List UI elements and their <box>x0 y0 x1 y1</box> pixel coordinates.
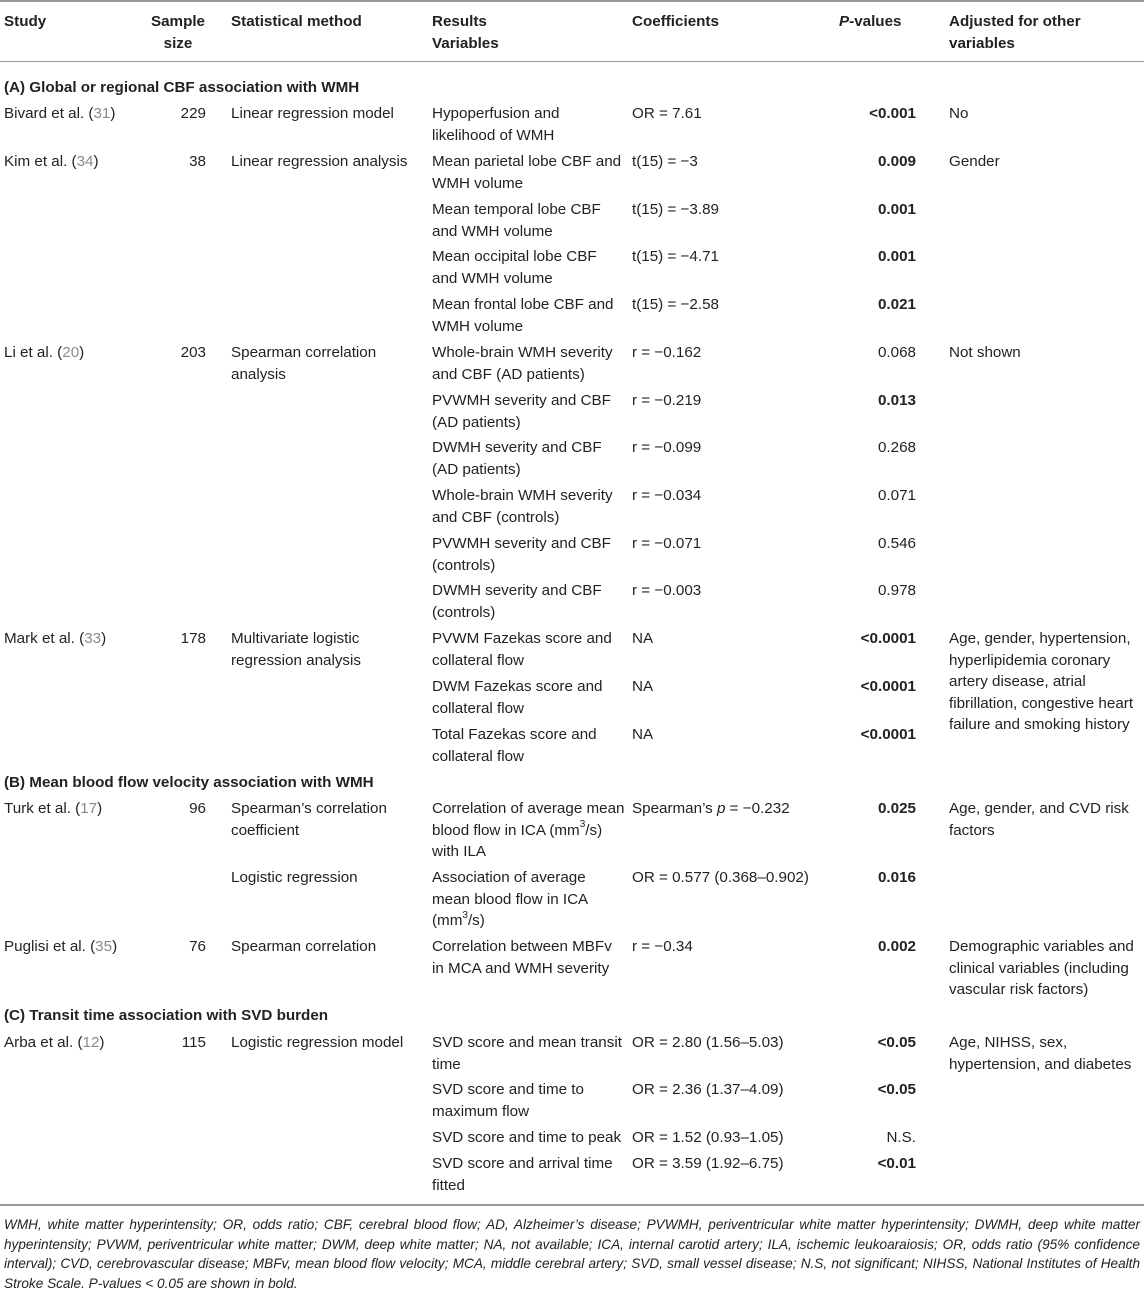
p-value: 0.021 <box>877 296 916 313</box>
sample-size: 178 <box>180 630 206 647</box>
header-study: Study <box>4 13 47 30</box>
header-sample-size: Sample size <box>150 13 206 52</box>
header-statistical-method: Statistical method <box>231 13 362 30</box>
statistical-method: Multivariate logistic regression analysis <box>231 630 361 669</box>
p-value: 0.978 <box>877 582 916 599</box>
result-variables: SVD score and time to peak <box>432 1129 622 1146</box>
study-citation: Kim et al. (34) <box>4 153 99 170</box>
result-variables: PVWM Fazekas score and collateral flow <box>432 630 612 669</box>
result-variables: Total Fazekas score and collateral flow <box>432 726 597 765</box>
sample-size: 203 <box>180 344 206 361</box>
result-variables: Hypoperfusion and likelihood of WMH <box>432 105 560 144</box>
statistical-method: Spearman’s correlation coefficient <box>231 800 387 839</box>
adjusted-variables: Age, gender, hypertension, hyperlipidemia coronary artery disease, atrial fibrillation, congestive heart failure and smoking history <box>949 630 1134 733</box>
result-variables: DWMH severity and CBF (AD patients) <box>432 439 602 478</box>
coefficient: r = −0.219 <box>632 392 702 409</box>
result-variables: SVD score and time to maximum flow <box>432 1081 584 1120</box>
statistical-method: Linear regression analysis <box>231 153 408 170</box>
adjusted-variables: Not shown <box>949 344 1021 361</box>
p-value: <0.0001 <box>860 630 916 647</box>
study-citation: Arba et al. (12) <box>4 1034 105 1051</box>
header-p-values: P-values <box>839 13 902 30</box>
result-variables: PVWMH severity and CBF (AD patients) <box>432 392 611 431</box>
p-value: 0.068 <box>877 344 916 361</box>
result-variables: Association of average mean blood flow in ICA $(mm^3/s)$ <box>432 869 589 929</box>
adjusted-variables: Demographic variables and clinical variables (including vascular risk factors) <box>949 938 1134 998</box>
adjusted-variables: Age, gender, and CVD risk factors <box>949 800 1129 839</box>
study-citation: Mark et al. (33) <box>4 630 107 647</box>
result-variables: SVD score and arrival time fitted <box>432 1155 613 1194</box>
coefficient: OR = 0.577 (0.368–0.902) <box>632 869 809 886</box>
coefficient: Spearman’s p = −0.232 <box>632 800 790 817</box>
study-citation: Bivard et al. (31) <box>4 105 116 122</box>
coefficient: NA <box>632 678 654 695</box>
result-variables: PVWMH severity and CBF (controls) <box>432 535 611 574</box>
table-footnote: WMH, white matter hyperintensity; OR, odds ratio; CBF, cerebral blood flow; AD, Alzheimer’s disease; PVWMH, periventricular white matter hyperintensity; DWMH, deep white matter hyperintensity; PVWM, periventricular white matter; DWM, deep white matter; NA, not available; ICA, internal carotid artery; ILA, ischemic leukoaraiosis; OR, odds ratio (95% confidence interval); CVD, cerebrovascular disease; MBFv, mean blood flow velocity; MCA, middle cerebral artery; SVD, small vessel disease; N.S, not significant; NIHSS, National Institutes of Health Stroke Scale. P-values < 0.05 are shown in bold. <box>4 1217 1140 1291</box>
p-value: 0.001 <box>877 201 916 218</box>
result-variables: Whole-brain WMH severity and CBF (controls) <box>432 487 613 526</box>
p-value: 0.001 <box>877 248 916 265</box>
coefficient: OR = 3.59 (1.92–6.75) <box>632 1155 784 1172</box>
p-value: N.S. <box>886 1129 916 1146</box>
coefficient: t(15) = −2.58 <box>632 296 719 313</box>
header-results-variables: Results Variables <box>432 13 499 52</box>
coefficient: r = −0.071 <box>632 535 702 552</box>
result-variables: Correlation of average mean blood flow in ICA $(mm^3/s)$ with ILA <box>432 800 625 860</box>
sample-size: 96 <box>189 800 206 817</box>
coefficient: r = −0.099 <box>632 439 702 456</box>
result-variables: Whole-brain WMH severity and CBF (AD patients) <box>432 344 613 383</box>
result-variables: SVD score and mean transit time <box>432 1034 622 1073</box>
p-value: 0.071 <box>877 487 916 504</box>
result-variables: Mean occipital lobe CBF and WMH volume <box>432 248 597 287</box>
result-variables: Mean frontal lobe CBF and WMH volume <box>432 296 614 335</box>
statistical-method: Logistic regression model <box>231 1034 404 1051</box>
coefficient: r = −0.34 <box>632 938 693 955</box>
adjusted-variables: No <box>949 105 969 122</box>
sample-size: 115 <box>181 1034 206 1051</box>
p-value: 0.002 <box>877 938 916 955</box>
p-value: 0.268 <box>877 439 916 456</box>
header-coefficients: Coefficients <box>632 13 719 30</box>
statistical-method: Spearman correlation <box>231 938 377 955</box>
result-variables: Correlation between MBFv in MCA and WMH severity <box>432 938 612 977</box>
p-value: <0.05 <box>877 1081 916 1098</box>
coefficient: OR = 1.52 (0.93–1.05) <box>632 1129 784 1146</box>
adjusted-variables: Gender <box>949 153 1000 170</box>
coefficient: OR = 2.36 (1.37–4.09) <box>632 1081 784 1098</box>
p-value: <0.001 <box>869 105 916 122</box>
coefficient: t(15) = −3 <box>632 153 698 170</box>
coefficient: r = −0.003 <box>632 582 702 599</box>
result-variables: DWM Fazekas score and collateral flow <box>432 678 603 717</box>
table-header-rule <box>0 61 1144 62</box>
study-citation: Puglisi et al. (35) <box>4 938 118 955</box>
coefficient: t(15) = −4.71 <box>632 248 719 265</box>
p-value: 0.546 <box>877 535 916 552</box>
sample-size: 229 <box>180 105 206 122</box>
p-value: 0.009 <box>877 153 916 170</box>
p-value: <0.05 <box>877 1034 916 1051</box>
coefficient: t(15) = −3.89 <box>632 201 719 218</box>
coefficient: r = −0.162 <box>632 344 702 361</box>
coefficient: r = −0.034 <box>632 487 702 504</box>
table-bottom-rule <box>0 1204 1144 1206</box>
result-variables: Mean parietal lobe CBF and WMH volume <box>432 153 622 192</box>
section-heading-b: (B) Mean blood flow velocity association with WMH <box>4 774 374 791</box>
sample-size: 76 <box>189 938 206 955</box>
coefficient: NA <box>632 726 654 743</box>
p-value: 0.025 <box>877 800 916 817</box>
sample-size: 38 <box>189 153 206 170</box>
p-value: <0.0001 <box>860 726 916 743</box>
coefficient: OR = 7.61 <box>632 105 702 122</box>
p-value: <0.0001 <box>860 678 916 695</box>
table-top-rule <box>0 0 1144 2</box>
section-heading-c: (C) Transit time association with SVD burden <box>4 1007 329 1024</box>
result-variables: Mean temporal lobe CBF and WMH volume <box>432 201 601 240</box>
p-value: 0.013 <box>877 392 916 409</box>
study-citation: Turk et al. (17) <box>4 800 103 817</box>
coefficient: NA <box>632 630 654 647</box>
p-value: <0.01 <box>877 1155 916 1172</box>
statistical-method: Linear regression model <box>231 105 394 122</box>
statistical-method: Spearman correlation analysis <box>231 344 377 383</box>
result-variables: DWMH severity and CBF (controls) <box>432 582 602 621</box>
coefficient: OR = 2.80 (1.56–5.03) <box>632 1034 784 1051</box>
p-value: 0.016 <box>877 869 916 886</box>
study-citation: Li et al. (20) <box>4 344 85 361</box>
header-adjusted: Adjusted for other variables <box>949 13 1081 52</box>
statistical-method: Logistic regression <box>231 869 358 886</box>
adjusted-variables: Age, NIHSS, sex, hypertension, and diabetes <box>949 1034 1132 1073</box>
section-heading-a: (A) Global or regional CBF association with WMH <box>4 79 360 96</box>
